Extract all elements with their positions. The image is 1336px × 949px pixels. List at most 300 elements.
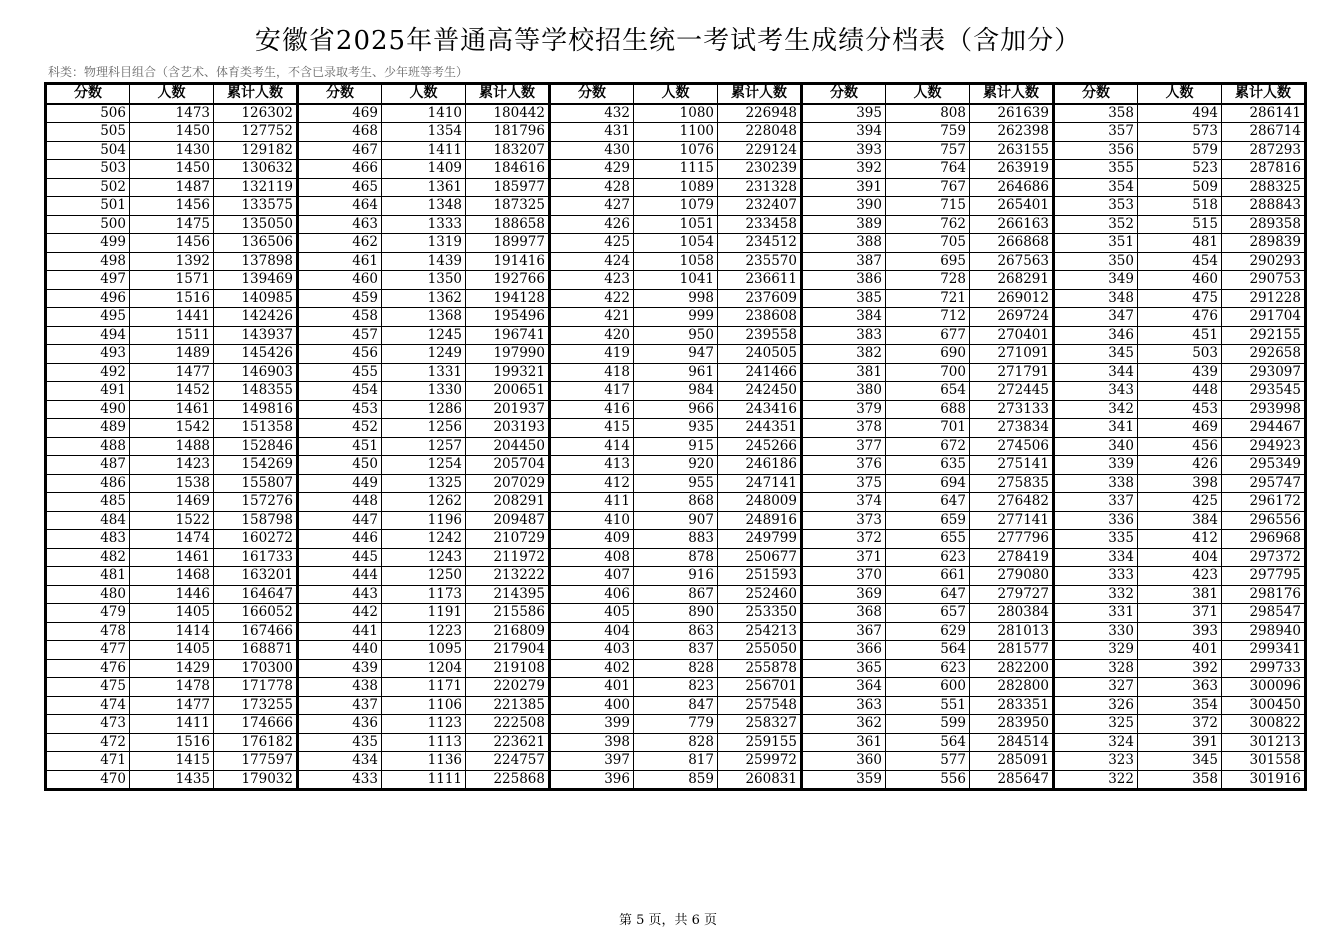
table-row	[46, 456, 1306, 475]
table-cell: 847	[634, 696, 718, 715]
column-header: 分数	[298, 84, 382, 104]
table-cell: 191416	[466, 252, 550, 271]
table-row	[46, 567, 1306, 586]
table-cell: 245266	[718, 437, 802, 456]
table-cell: 381	[1138, 585, 1222, 604]
table-cell: 297795	[1222, 567, 1306, 586]
table-cell: 338	[1054, 474, 1138, 493]
table-cell: 208291	[466, 493, 550, 512]
table-cell: 382	[802, 345, 886, 364]
table-cell: 392	[802, 160, 886, 179]
table-cell: 393	[802, 141, 886, 160]
table-cell: 448	[298, 493, 382, 512]
table-cell: 214395	[466, 585, 550, 604]
table-cell: 1511	[130, 326, 214, 345]
table-row	[46, 733, 1306, 752]
table-cell: 1111	[382, 770, 466, 790]
table-cell: 357	[1054, 123, 1138, 142]
table-cell: 158798	[214, 511, 298, 530]
table-cell: 883	[634, 530, 718, 549]
column-header: 人数	[130, 84, 214, 104]
table-cell: 435	[298, 733, 382, 752]
table-cell: 523	[1138, 160, 1222, 179]
table-cell: 196741	[466, 326, 550, 345]
table-cell: 137898	[214, 252, 298, 271]
table-cell: 244351	[718, 419, 802, 438]
table-cell: 247141	[718, 474, 802, 493]
table-cell: 276482	[970, 493, 1054, 512]
table-cell: 701	[886, 419, 970, 438]
column-header: 累计人数	[718, 84, 802, 104]
table-cell: 878	[634, 548, 718, 567]
table-cell: 453	[298, 400, 382, 419]
table-cell: 1079	[634, 197, 718, 216]
table-row	[46, 437, 1306, 456]
table-cell: 647	[886, 585, 970, 604]
table-cell: 217904	[466, 641, 550, 660]
table-cell: 465	[298, 178, 382, 197]
table-row	[46, 511, 1306, 530]
table-cell: 344	[1054, 363, 1138, 382]
table-cell: 180442	[466, 104, 550, 123]
table-cell: 487	[46, 456, 130, 475]
table-cell: 215586	[466, 604, 550, 623]
table-cell: 471	[46, 752, 130, 771]
table-cell: 1405	[130, 641, 214, 660]
table-cell: 232407	[718, 197, 802, 216]
table-cell: 328	[1054, 659, 1138, 678]
table-cell: 1411	[130, 715, 214, 734]
table-cell: 1196	[382, 511, 466, 530]
table-cell: 222508	[466, 715, 550, 734]
table-cell: 248009	[718, 493, 802, 512]
table-cell: 1354	[382, 123, 466, 142]
table-cell: 263919	[970, 160, 1054, 179]
table-cell: 837	[634, 641, 718, 660]
table-cell: 1487	[130, 178, 214, 197]
table-cell: 417	[550, 382, 634, 401]
table-cell: 136506	[214, 234, 298, 253]
table-cell: 1516	[130, 733, 214, 752]
table-cell: 635	[886, 456, 970, 475]
table-cell: 290753	[1222, 271, 1306, 290]
table-cell: 999	[634, 308, 718, 327]
table-cell: 1089	[634, 178, 718, 197]
table-cell: 1249	[382, 345, 466, 364]
table-cell: 1469	[130, 493, 214, 512]
table-cell: 452	[298, 419, 382, 438]
table-cell: 454	[298, 382, 382, 401]
table-cell: 194128	[466, 289, 550, 308]
table-cell: 262398	[970, 123, 1054, 142]
table-cell: 440	[298, 641, 382, 660]
table-row	[46, 271, 1306, 290]
table-cell: 456	[1138, 437, 1222, 456]
table-cell: 204450	[466, 437, 550, 456]
table-cell: 779	[634, 715, 718, 734]
table-cell: 1415	[130, 752, 214, 771]
table-cell: 915	[634, 437, 718, 456]
table-cell: 966	[634, 400, 718, 419]
table-cell: 485	[46, 493, 130, 512]
table-cell: 301558	[1222, 752, 1306, 771]
column-header: 人数	[634, 84, 718, 104]
table-row	[46, 326, 1306, 345]
table-cell: 297372	[1222, 548, 1306, 567]
table-cell: 343	[1054, 382, 1138, 401]
table-cell: 283351	[970, 696, 1054, 715]
table-cell: 672	[886, 437, 970, 456]
table-cell: 289839	[1222, 234, 1306, 253]
table-cell: 1173	[382, 585, 466, 604]
table-row	[46, 659, 1306, 678]
table-cell: 324	[1054, 733, 1138, 752]
table-cell: 234512	[718, 234, 802, 253]
table-cell: 391	[802, 178, 886, 197]
table-cell: 476	[46, 659, 130, 678]
table-row	[46, 123, 1306, 142]
table-cell: 1256	[382, 419, 466, 438]
table-cell: 451	[298, 437, 382, 456]
table-cell: 1405	[130, 604, 214, 623]
table-cell: 379	[802, 400, 886, 419]
table-cell: 1245	[382, 326, 466, 345]
table-cell: 295747	[1222, 474, 1306, 493]
table-cell: 163201	[214, 567, 298, 586]
table-cell: 220279	[466, 678, 550, 697]
table-cell: 335	[1054, 530, 1138, 549]
table-cell: 414	[550, 437, 634, 456]
table-cell: 415	[550, 419, 634, 438]
table-cell: 296968	[1222, 530, 1306, 549]
table-cell: 418	[550, 363, 634, 382]
table-cell: 443	[298, 585, 382, 604]
table-cell: 984	[634, 382, 718, 401]
table-cell: 1414	[130, 622, 214, 641]
table-cell: 456	[298, 345, 382, 364]
table-cell: 467	[298, 141, 382, 160]
table-cell: 1461	[130, 548, 214, 567]
table-cell: 300096	[1222, 678, 1306, 697]
table-row	[46, 493, 1306, 512]
table-cell: 1423	[130, 456, 214, 475]
table-cell: 298940	[1222, 622, 1306, 641]
table-cell: 461	[298, 252, 382, 271]
table-cell: 154269	[214, 456, 298, 475]
table-row	[46, 548, 1306, 567]
table-cell: 164647	[214, 585, 298, 604]
table-cell: 201937	[466, 400, 550, 419]
table-cell: 473	[46, 715, 130, 734]
table-cell: 151358	[214, 419, 298, 438]
table-cell: 358	[1054, 104, 1138, 123]
table-cell: 441	[298, 622, 382, 641]
table-cell: 385	[802, 289, 886, 308]
table-cell: 265401	[970, 197, 1054, 216]
table-cell: 205704	[466, 456, 550, 475]
table-cell: 291228	[1222, 289, 1306, 308]
table-cell: 376	[802, 456, 886, 475]
table-row	[46, 530, 1306, 549]
table-cell: 207029	[466, 474, 550, 493]
table-cell: 464	[298, 197, 382, 216]
table-cell: 192766	[466, 271, 550, 290]
table-cell: 394	[802, 123, 886, 142]
table-cell: 509	[1138, 178, 1222, 197]
table-cell: 213222	[466, 567, 550, 586]
table-cell: 890	[634, 604, 718, 623]
table-row	[46, 678, 1306, 697]
column-header: 累计人数	[1222, 84, 1306, 104]
table-row	[46, 215, 1306, 234]
table-cell: 203193	[466, 419, 550, 438]
table-cell: 1439	[382, 252, 466, 271]
table-cell: 353	[1054, 197, 1138, 216]
table-cell: 431	[550, 123, 634, 142]
table-cell: 439	[298, 659, 382, 678]
score-distribution-table	[44, 82, 1307, 791]
table-cell: 233458	[718, 215, 802, 234]
table-cell: 200651	[466, 382, 550, 401]
table-cell: 285091	[970, 752, 1054, 771]
table-cell: 274506	[970, 437, 1054, 456]
table-cell: 478	[46, 622, 130, 641]
table-cell: 258327	[718, 715, 802, 734]
table-cell: 231328	[718, 178, 802, 197]
table-cell: 428	[550, 178, 634, 197]
table-cell: 270401	[970, 326, 1054, 345]
table-cell: 275835	[970, 474, 1054, 493]
table-cell: 654	[886, 382, 970, 401]
table-cell: 346	[1054, 326, 1138, 345]
table-cell: 564	[886, 641, 970, 660]
table-cell: 296556	[1222, 511, 1306, 530]
table-cell: 176182	[214, 733, 298, 752]
table-cell: 340	[1054, 437, 1138, 456]
table-cell: 361	[802, 733, 886, 752]
table-cell: 210729	[466, 530, 550, 549]
table-cell: 695	[886, 252, 970, 271]
table-cell: 407	[550, 567, 634, 586]
table-cell: 126302	[214, 104, 298, 123]
table-cell: 935	[634, 419, 718, 438]
table-cell: 300822	[1222, 715, 1306, 734]
table-cell: 226948	[718, 104, 802, 123]
table-cell: 1333	[382, 215, 466, 234]
table-cell: 339	[1054, 456, 1138, 475]
table-cell: 398	[550, 733, 634, 752]
table-cell: 998	[634, 289, 718, 308]
table-cell: 374	[802, 493, 886, 512]
table-cell: 264686	[970, 178, 1054, 197]
table-cell: 406	[550, 585, 634, 604]
table-cell: 863	[634, 622, 718, 641]
table-cell: 828	[634, 733, 718, 752]
table-cell: 426	[550, 215, 634, 234]
table-cell: 423	[550, 271, 634, 290]
table-cell: 235570	[718, 252, 802, 271]
table-cell: 287293	[1222, 141, 1306, 160]
table-cell: 369	[802, 585, 886, 604]
table-cell: 331	[1054, 604, 1138, 623]
table-cell: 174666	[214, 715, 298, 734]
table-cell: 355	[1054, 160, 1138, 179]
table-cell: 767	[886, 178, 970, 197]
table-cell: 228048	[718, 123, 802, 142]
table-cell: 300450	[1222, 696, 1306, 715]
table-cell: 273834	[970, 419, 1054, 438]
table-cell: 219108	[466, 659, 550, 678]
table-cell: 143937	[214, 326, 298, 345]
table-cell: 170300	[214, 659, 298, 678]
table-cell: 275141	[970, 456, 1054, 475]
table-cell: 757	[886, 141, 970, 160]
table-cell: 1361	[382, 178, 466, 197]
table-cell: 185977	[466, 178, 550, 197]
table-cell: 296172	[1222, 493, 1306, 512]
table-cell: 506	[46, 104, 130, 123]
table-cell: 468	[298, 123, 382, 142]
table-cell: 241466	[718, 363, 802, 382]
table-cell: 249799	[718, 530, 802, 549]
table-cell: 490	[46, 400, 130, 419]
table-cell: 330	[1054, 622, 1138, 641]
table-cell: 1456	[130, 234, 214, 253]
table-cell: 1041	[634, 271, 718, 290]
table-cell: 1331	[382, 363, 466, 382]
table-cell: 1171	[382, 678, 466, 697]
column-header: 累计人数	[970, 84, 1054, 104]
table-cell: 1542	[130, 419, 214, 438]
table-cell: 189977	[466, 234, 550, 253]
table-cell: 388	[802, 234, 886, 253]
table-cell: 240505	[718, 345, 802, 364]
table-cell: 229124	[718, 141, 802, 160]
table-cell: 1430	[130, 141, 214, 160]
table-cell: 503	[1138, 345, 1222, 364]
table-cell: 1473	[130, 104, 214, 123]
table-cell: 495	[46, 308, 130, 327]
table-cell: 955	[634, 474, 718, 493]
table-cell: 462	[298, 234, 382, 253]
table-row	[46, 641, 1306, 660]
table-cell: 378	[802, 419, 886, 438]
table-cell: 368	[802, 604, 886, 623]
table-cell: 354	[1138, 696, 1222, 715]
table-row	[46, 308, 1306, 327]
table-cell: 425	[1138, 493, 1222, 512]
table-cell: 715	[886, 197, 970, 216]
table-cell: 1478	[130, 678, 214, 697]
table-cell: 712	[886, 308, 970, 327]
table-cell: 237609	[718, 289, 802, 308]
table-cell: 365	[802, 659, 886, 678]
column-header: 人数	[886, 84, 970, 104]
table-cell: 1262	[382, 493, 466, 512]
table-cell: 149816	[214, 400, 298, 419]
page-title: 安徽省2025年普通高等学校招生统一考试考生成绩分档表（含加分）	[254, 26, 1082, 56]
table-cell: 1330	[382, 382, 466, 401]
table-cell: 1243	[382, 548, 466, 567]
table-cell: 425	[550, 234, 634, 253]
table-cell: 294467	[1222, 419, 1306, 438]
table-cell: 1456	[130, 197, 214, 216]
table-cell: 449	[298, 474, 382, 493]
table-cell: 499	[46, 234, 130, 253]
table-cell: 386	[802, 271, 886, 290]
table-cell: 808	[886, 104, 970, 123]
column-header: 人数	[382, 84, 466, 104]
table-cell: 1522	[130, 511, 214, 530]
table-cell: 496	[46, 289, 130, 308]
table-cell: 224757	[466, 752, 550, 771]
table-cell: 187325	[466, 197, 550, 216]
table-cell: 352	[1054, 215, 1138, 234]
table-cell: 282200	[970, 659, 1054, 678]
table-cell: 243416	[718, 400, 802, 419]
table-cell: 363	[1138, 678, 1222, 697]
table-cell: 129182	[214, 141, 298, 160]
table-cell: 333	[1054, 567, 1138, 586]
table-cell: 410	[550, 511, 634, 530]
table-cell: 255878	[718, 659, 802, 678]
table-cell: 907	[634, 511, 718, 530]
table-cell: 183207	[466, 141, 550, 160]
table-cell: 408	[550, 548, 634, 567]
table-cell: 1488	[130, 437, 214, 456]
table-cell: 216809	[466, 622, 550, 641]
table-cell: 337	[1054, 493, 1138, 512]
table-cell: 728	[886, 271, 970, 290]
table-cell: 261639	[970, 104, 1054, 123]
table-cell: 762	[886, 215, 970, 234]
table-cell: 700	[886, 363, 970, 382]
table-cell: 867	[634, 585, 718, 604]
table-cell: 292658	[1222, 345, 1306, 364]
table-cell: 133575	[214, 197, 298, 216]
table-cell: 445	[298, 548, 382, 567]
table-cell: 399	[550, 715, 634, 734]
table-cell: 688	[886, 400, 970, 419]
table-cell: 475	[46, 678, 130, 697]
table-cell: 384	[802, 308, 886, 327]
table-cell: 454	[1138, 252, 1222, 271]
table-cell: 1325	[382, 474, 466, 493]
table-cell: 401	[550, 678, 634, 697]
table-row	[46, 696, 1306, 715]
table-cell: 255050	[718, 641, 802, 660]
table-cell: 293545	[1222, 382, 1306, 401]
table-cell: 655	[886, 530, 970, 549]
table-cell: 381	[802, 363, 886, 382]
table-cell: 350	[1054, 252, 1138, 271]
table-cell: 577	[886, 752, 970, 771]
table-cell: 497	[46, 271, 130, 290]
table-cell: 823	[634, 678, 718, 697]
table-cell: 1538	[130, 474, 214, 493]
table-cell: 171778	[214, 678, 298, 697]
table-cell: 288325	[1222, 178, 1306, 197]
table-cell: 1204	[382, 659, 466, 678]
table-cell: 279080	[970, 567, 1054, 586]
table-cell: 404	[550, 622, 634, 641]
table-cell: 225868	[466, 770, 550, 790]
table-cell: 659	[886, 511, 970, 530]
table-row	[46, 252, 1306, 271]
table-cell: 127752	[214, 123, 298, 142]
table-cell: 661	[886, 567, 970, 586]
table-cell: 412	[1138, 530, 1222, 549]
